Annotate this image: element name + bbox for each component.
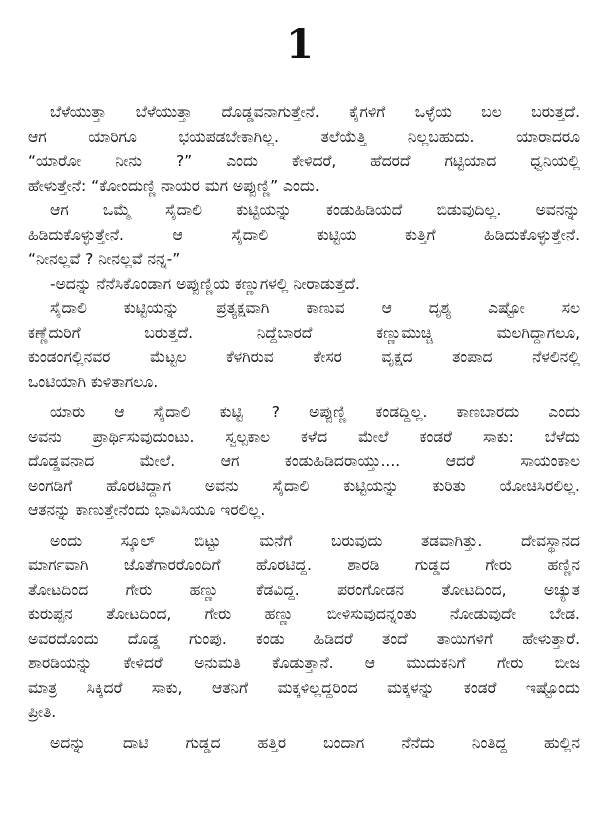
- text-line: ಆಗ ಒಮ್ಮೆ ಸೈದಾಲಿ ಕುಟ್ಟಿಯನ್ನು ಕಂಡುಹಿಡಿಯದೆ ಬಿಡುವುದಿಲ್ಲ. ಅವನನ್ನು: [50, 201, 580, 219]
- chapter-body: [28, 100, 580, 755]
- text-line: ಒಂಟಿಯಾಗಿ ಕುಳಿತಾಗಲೂ.: [28, 372, 159, 391]
- paragraph: [28, 198, 580, 272]
- text-line: ತೋಟದಿಂದ ಗೇರು ಹಣ್ಣು ಕೆಡವಿದ್ದ. ಪರಂಗೋಡನ ತೋಟದಿಂದ, ಅಚ್ಯುತ: [28, 580, 580, 599]
- text-line: ಅವರದೊಂದು ದೊಡ್ಡ ಗುಂಪು. ಕಂಡು ಹಿಡಿದರೆ ತಂದೆ ತಾಯಿಗಳಿಗೆ ಹೇಳುತ್ತಾರೆ.: [28, 629, 580, 648]
- text-line: ದೊಡ್ಡವನಾದ ಮೇಲೆ. ಆಗ ಕಂಡುಹಿಡಿದರಾಯ್ತು.... ಆದರೆ ಸಾಯಂಕಾಲ: [28, 452, 580, 470]
- text-line: ಪ್ರೀತಿ.: [28, 703, 57, 721]
- text-line: ಅಂದು ಸ್ಕೂಲ್ ಬಿಟ್ಟು ಮನೆಗೆ ಬರುವುದು ತಡವಾಗಿತ್ತು. ದೇವಸ್ಥಾನದ: [50, 531, 580, 550]
- paragraph: [28, 100, 580, 198]
- text-line: ಅದನ್ನು ದಾಟಿ ಗುಡ್ಡದ ಹತ್ತಿರ ಬಂದಾಗ ನೆನೆದು ನಿಂತಿದ್ದ ಹುಲ್ಲಿನ: [50, 733, 580, 752]
- text-line: “ನೀನಲ್ಲವೆ ? ನೀನಲ್ಲವೆ ನನ್ನ-”: [28, 250, 181, 268]
- paragraph: [28, 272, 580, 297]
- text-line: ಕುಂಡಂಗಲ್ಲಿನವರ ಮೆಟ್ಟಲ ಕೆಳಗಿರುವ ಕೇಸರ ವೃಕ್ಷದ ತಂಪಾದ ನೆಳಲಿನಲ್ಲಿ: [28, 348, 580, 366]
- paragraph: [28, 731, 580, 756]
- text-line: ಕಣ್ಣೆದುರಿಗೆ ಬರುತ್ತದೆ. ನಿದ್ದೆಬಾರದೆ ಕಣ್ಣುಮುಚ್ಚಿ ಮಲಗಿದ್ದಾಗಲೂ,: [28, 323, 580, 342]
- text-line: ಹೇಳುತ್ತೇನೆ: “ಕೋಂದುಣ್ಣಿ ನಾಯರ ಮಗ ಅಪ್ಪುಣ್ಣಿ” ಎಂದು.: [28, 176, 320, 195]
- text-line: ಸೈದಾಲಿ ಕುಟ್ಟಿಯನ್ನು ಪ್ರತ್ಯಕ್ಷವಾಗಿ ಕಾಣುವ ಆ ದೃಶ್ಯ ಎಷ್ಟೋ ಸಲ: [50, 299, 580, 317]
- text-line: ಮಾತ್ರ ಸಿಕ್ಕಿದರೆ ಸಾಕು, ಆತನಿಗೆ ಮಕ್ಕಳಿಲ್ಲದ್ದರಿಂದ ಮಕ್ಕಳನ್ನು ಕಂಡರೆ ಇಷ್ಟೊಂದು: [28, 678, 580, 697]
- chapter-number: 1: [286, 21, 314, 68]
- paragraph: [28, 296, 580, 394]
- paragraph: [28, 529, 580, 725]
- paragraph: [28, 400, 580, 523]
- text-line: -ಅದನ್ನು ನೆನೆಸಿಕೊಂಡಾಗ ಅಪ್ಪುಣ್ಣಿಯ ಕಣ್ಣುಗಳಲ್ಲಿ ನೀರಾಡುತ್ತದೆ.: [50, 274, 360, 293]
- text-line: ಆತನನ್ನು ಕಾಣುತ್ತೇನೆಂದು ಭಾವಿಸಿಯೂ ಇರಲಿಲ್ಲ.: [28, 501, 266, 519]
- text-line: ಅಂಗಡಿಗೆ ಹೊರಟಿದ್ದಾಗ ಅವನು ಸೈದಾಲಿ ಕುಟ್ಟಿಯನ್ನು ಕುರಿತು ಯೋಚಿಸಿರಲಿಲ್ಲ.: [28, 476, 580, 495]
- text-line: ಶಾರಡಿಯನ್ನು ಕೇಳಿದರೆ ಅನುಮತಿ ಕೊಡುತ್ತಾನೆ. ಆ ಮುದುಕನಿಗೆ ಗೇರು ಬೀಜ: [28, 654, 580, 672]
- text-line: ಆಗ ಯಾರಿಗೂ ಭಯಪಡಬೇಕಾಗಿಲ್ಲ. ತಲೆಯೆತ್ತಿ ನಿಲ್ಲಬಹುದು. ಯಾರಾದರೂ: [28, 127, 580, 146]
- text-line: ಕುರುಪ್ಪನ ತೋಟದಿಂದ, ಗೇರು ಹಣ್ಣು ಬೀಳಿಸುವುದನ್ನಂತು ನೋಡುವುದೇ ಬೇಡ.: [28, 605, 580, 623]
- text-line: ಯಾರು ಆ ಸೈದಾಲಿ ಕುಟ್ಟಿ ? ಅಪ್ಪುಣ್ಣಿ ಕಂಡದ್ದಿಲ್ಲ. ಕಾಣಬಾರದು ಎಂದು: [50, 403, 580, 421]
- text-line: ಹಿಡಿದುಕೊಳ್ಳುತ್ತೇನೆ. ಆ ಸೈದಾಲಿ ಕುಟ್ಟಿಯ ಕುತ್ತಿಗೆ ಹಿಡಿದುಕೊಳ್ಳುತ್ತೇನೆ.: [28, 225, 580, 244]
- text-line: “ಯಾರೋ ನೀನು ?” ಎಂದು ಕೇಳಿದರೆ, ಹೆದರದೆ ಗಟ್ಟಿಯಾದ ಧ್ವನಿಯಲ್ಲಿ: [28, 152, 580, 170]
- text-line: ಬೆಳೆಯುತ್ತಾ ಬೆಳೆಯುತ್ತಾ ದೊಡ್ಡವನಾಗುತ್ತೇನೆ. ಕೈಗಳಿಗೆ ಒಳ್ಳೆಯ ಬಲ ಬರುತ್ತದೆ.: [50, 103, 580, 121]
- text-line: ಅವನು ಪ್ರಾರ್ಥಿಸುವುದುಂಟು. ಸ್ವಲ್ಪಕಾಲ ಕಳೆದ ಮೇಲೆ ಕಂಡರೆ ಸಾಕು: ಬೆಳೆದು: [28, 427, 580, 446]
- text-line: ಮಾರ್ಗವಾಗಿ ಜೊತೆಗಾರರೊಂದಿಗೆ ಹೊರಟಿದ್ದ. ಶಾರಡಿ ಗುಡ್ಡದ ಗೇರು ಹಣ್ಣಿನ: [28, 556, 580, 574]
